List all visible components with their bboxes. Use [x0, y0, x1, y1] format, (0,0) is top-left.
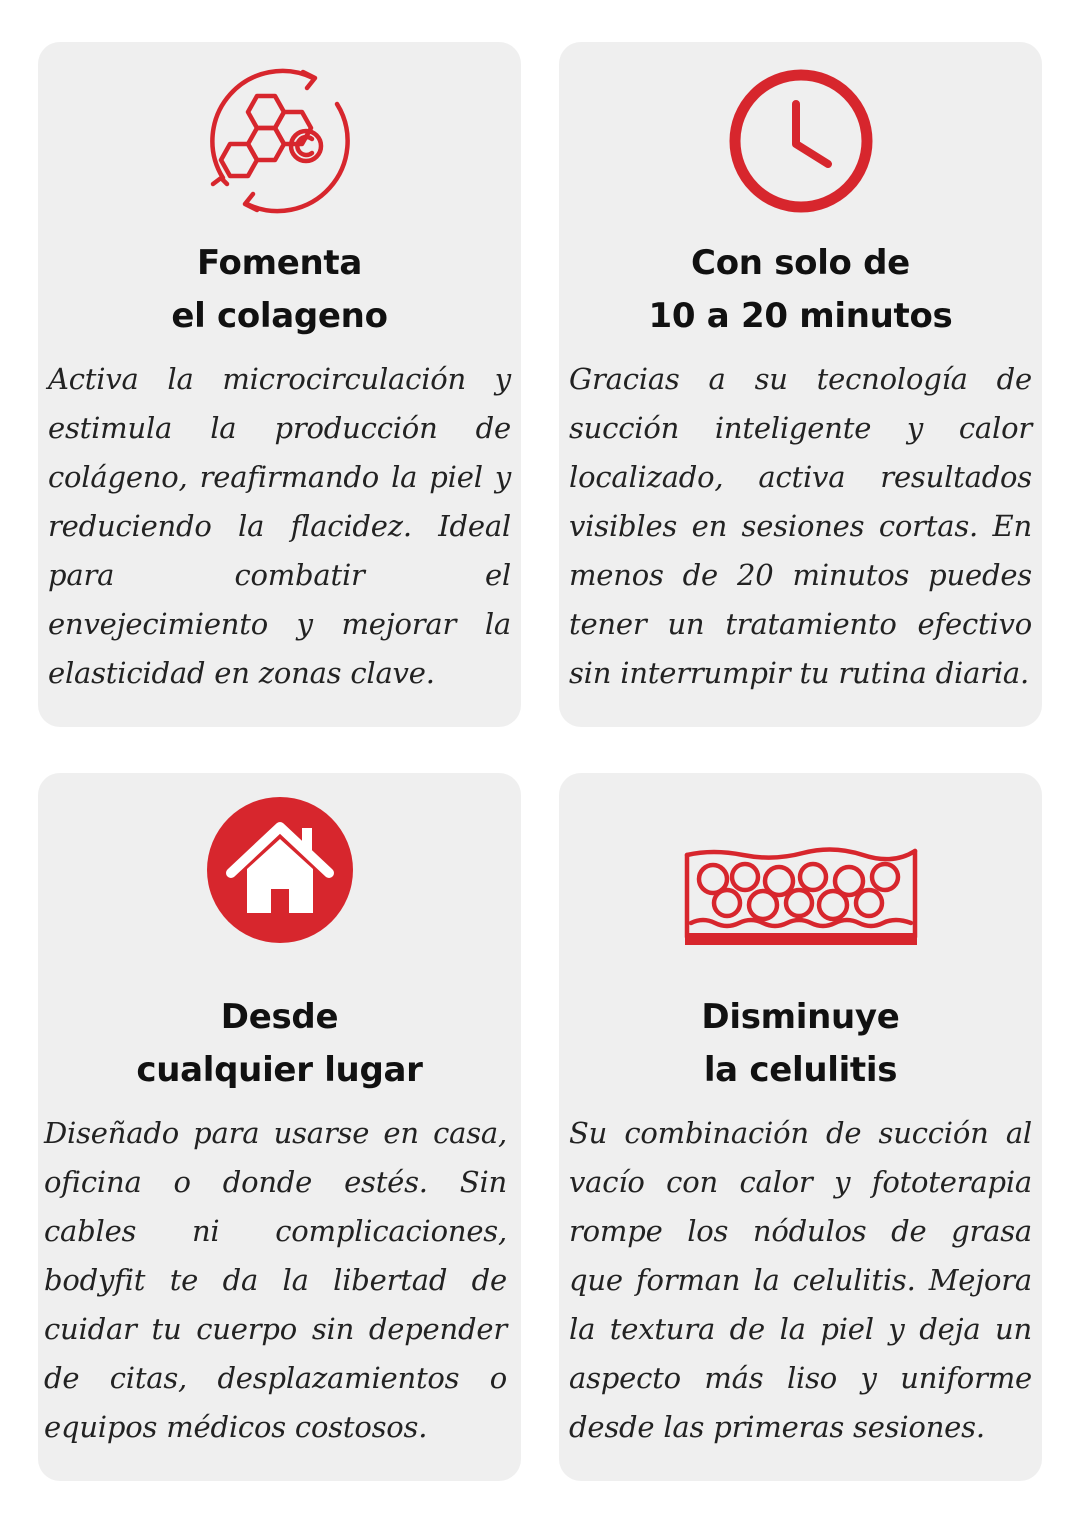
feature-card-collagen	[38, 42, 521, 727]
card-description: Diseñado para usarse en casa, oficina o donde estés. Sin cables ni complicaciones, bodyfit te da la libertad de cuidar tu cuerpo sin depender de citas, desplazamientos o equipos médicos costosos.	[44, 1116, 507, 1444]
card-title: Disminuye la celulitis	[701, 997, 900, 1090]
card-description: Gracias a su tecnología de succión inteligente y calor localizado, activa resultados visibles en sesiones cortas. En menos de 20 minutos puedes tener un tratamiento efectivo sin interrumpir tu rutina diaria.	[569, 362, 1032, 690]
feature-card-anywhere	[38, 773, 521, 1481]
card-description: Activa la microcirculación y estimula la producción de colágeno, reafirmando la piel y reduciendo la flacidez. Ideal para combatir el envejecimiento y mejorar la elasticidad en zonas clave.	[48, 362, 511, 690]
cellulite-tissue-icon	[683, 847, 919, 951]
feature-card-duration	[559, 42, 1042, 727]
card-title: Desde cualquier lugar	[136, 997, 423, 1090]
card-title: Con solo de 10 a 20 minutos	[648, 243, 953, 336]
feature-card-cellulite	[559, 773, 1042, 1481]
collagen-hexagon-icon	[205, 66, 355, 216]
clock-icon	[726, 66, 876, 216]
card-description: Su combinación de succión al vacío con calor y fototerapia rompe los nódulos de grasa que forman la celulitis. Mejora la textura de la piel y deja un aspecto más liso y uniforme desde las primeras sesiones.	[569, 1116, 1032, 1444]
card-title: Fomenta el colageno	[171, 243, 388, 336]
home-icon	[205, 795, 355, 945]
